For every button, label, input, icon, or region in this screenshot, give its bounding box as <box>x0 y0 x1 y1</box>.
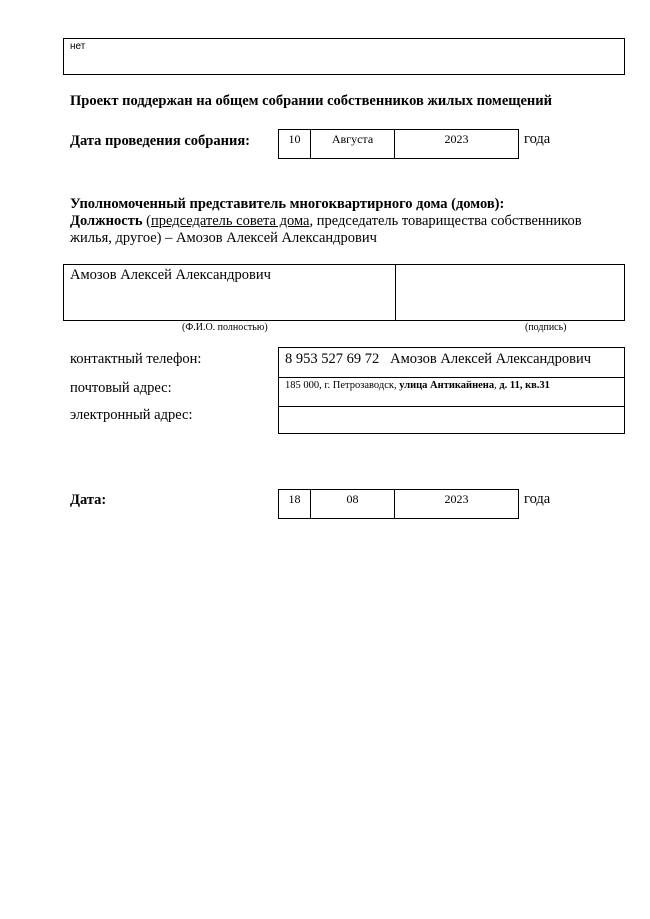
address-street: улица Антикайнена <box>399 380 495 391</box>
fio-caption: (Ф.И.О. полностью) <box>182 322 268 333</box>
email-label: электронный адрес: <box>70 407 193 423</box>
representative-heading: Уполномоченный представитель многоквартирного дома (домов): <box>70 196 505 212</box>
meeting-day: 10 <box>288 132 301 146</box>
position-line-1 <box>70 213 582 230</box>
meeting-date-label: Дата проведения собрания: <box>70 133 250 149</box>
position-selected: председатель совета дома <box>150 213 310 229</box>
date-day-cell <box>278 489 311 519</box>
meeting-month: Августа <box>331 132 374 146</box>
email-box <box>278 406 625 434</box>
address-prefix: 185 000, г. Петрозаводск, <box>285 380 400 391</box>
address-label: почтовый адрес: <box>70 380 172 396</box>
meeting-day-cell <box>278 129 311 159</box>
position-rest: , председатель товарищества собственников <box>309 213 582 229</box>
position-label: Должность <box>70 213 143 229</box>
meeting-year-suffix: года <box>524 131 551 147</box>
top-answer-text: нет <box>70 41 86 52</box>
date-month: 08 <box>346 492 359 506</box>
fio-box <box>63 264 396 321</box>
address-house: д. 11, кв.31 <box>499 380 550 391</box>
meeting-month-cell <box>310 129 395 159</box>
address-sep: , <box>494 380 500 391</box>
date-month-cell <box>310 489 395 519</box>
date-year: 2023 <box>444 492 469 506</box>
fio-value: Амозов Алексей Александрович <box>70 267 271 283</box>
phone-label: контактный телефон: <box>70 351 202 367</box>
date-year-suffix: года <box>524 491 551 507</box>
phone-box <box>278 347 625 378</box>
signature-caption: (подпись) <box>525 322 567 333</box>
signature-box <box>395 264 625 321</box>
address-value <box>285 380 550 391</box>
phone-value: 8 953 527 69 72 Амозов Алексей Александрович <box>285 351 592 367</box>
position-line-2: жилья, другое) – Амозов Алексей Александрович <box>70 230 377 246</box>
address-box <box>278 377 625 407</box>
meeting-year: 2023 <box>444 132 469 146</box>
date-day: 18 <box>288 492 301 506</box>
position-open: ( <box>142 213 151 229</box>
top-answer-box <box>63 38 625 75</box>
date-year-cell <box>394 489 519 519</box>
project-supported-heading: Проект поддержан на общем собрании собственников жилых помещений <box>70 93 552 109</box>
meeting-year-cell <box>394 129 519 159</box>
date-label: Дата: <box>70 492 107 508</box>
